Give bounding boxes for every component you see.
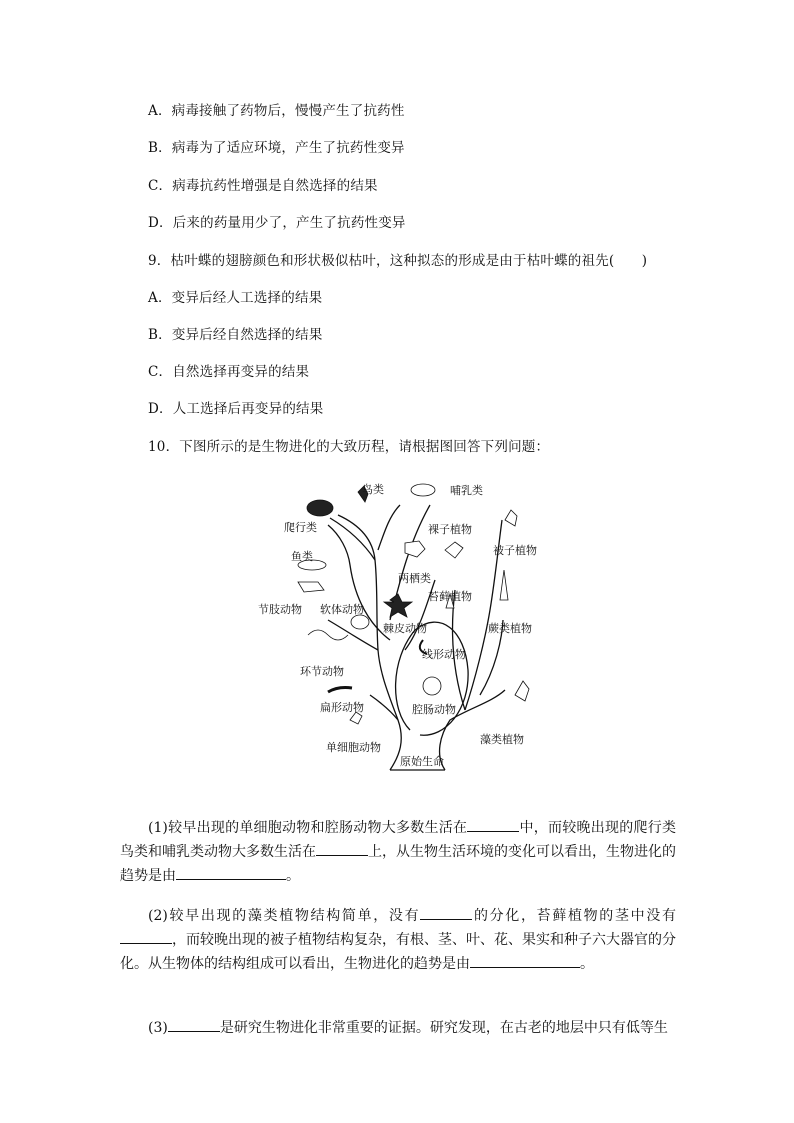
q9-option-b: B．变异后经自然选择的结果 <box>148 327 323 343</box>
label-fish: 鱼类 <box>291 550 313 563</box>
label-nematodes: 线形动物 <box>422 648 466 661</box>
label-birds: 鸟类 <box>362 483 384 496</box>
seaweed-icon <box>515 681 529 701</box>
snail-icon <box>351 615 369 629</box>
q10-sub3 <box>120 1016 676 1040</box>
flatworm-icon <box>328 688 352 693</box>
answer-blank[interactable] <box>316 841 368 856</box>
label-reptiles: 爬行类 <box>284 521 317 534</box>
label-annelids: 环节动物 <box>300 665 344 678</box>
earthworm-icon <box>308 630 348 640</box>
answer-blank[interactable] <box>176 865 286 880</box>
label-primitive-life: 原始生命 <box>400 755 444 768</box>
q10-sub3-text-2: 是研究生物进化非常重要的证据。研究发现，在古老的地层中只有低等生 <box>219 1020 668 1036</box>
label-amphibians: 两栖类 <box>398 572 431 585</box>
answer-blank[interactable] <box>168 1017 220 1032</box>
q10-sub2-text-2: 的分化，苔藓植物的茎中没有 <box>472 908 676 924</box>
q8-option-c: C．病毒抗药性增强是自然选择的结果 <box>148 178 378 194</box>
q8-option-a: A．病毒接触了药物后，慢慢产生了抗药性 <box>148 103 405 119</box>
trunk-right-outline <box>440 690 505 770</box>
coral-icon <box>423 677 441 695</box>
q10-sub1-text-4: 。 <box>286 868 300 884</box>
answer-blank[interactable] <box>120 929 172 944</box>
q10-sub1-text-1: (1)较早出现的单细胞动物和腔肠动物大多数生活在 <box>148 820 468 836</box>
q10-sub2-text-1: (2)较早出现的藻类植物结构简单，没有 <box>148 908 421 924</box>
branch-birds <box>378 505 400 550</box>
turtle-icon <box>307 500 333 516</box>
evolution-tree-diagram <box>240 470 560 780</box>
q10-sub2-text-4: 。 <box>580 956 594 972</box>
rabbit-icon <box>411 484 435 496</box>
label-arthropods: 节肢动物 <box>258 603 302 616</box>
pine-icon <box>445 542 463 558</box>
label-mammals: 哺乳类 <box>450 484 483 497</box>
flower-icon <box>505 510 517 526</box>
label-coelenterates: 腔肠动物 <box>412 703 456 716</box>
label-gymnosperms: 裸子植物 <box>428 523 472 536</box>
q9-stem: 9．枯叶蝶的翅膀颜色和形状极似枯叶，这种拟态的形成是由于枯叶蝶的祖先( ) <box>148 253 648 269</box>
label-angiosperms: 被子植物 <box>493 544 537 557</box>
q10-sub1-text-2: 中，而较晚出现的爬行类鸟类和哺乳类动物大多数生活在 <box>120 820 676 860</box>
label-mollusks: 软体动物 <box>320 603 364 616</box>
q9-option-a: A．变异后经人工选择的结果 <box>148 290 323 306</box>
label-echinoderms: 棘皮动物 <box>383 622 427 635</box>
q10-sub1-text-3: 上，从生物生活环境的变化可以看出，生物进化的趋势是由 <box>120 844 676 884</box>
label-algae: 藻类植物 <box>480 733 524 746</box>
q8-option-b: B．病毒为了适应环境，产生了抗药性变异 <box>148 140 405 156</box>
starfish-icon <box>384 594 412 617</box>
answer-blank[interactable] <box>420 905 472 920</box>
label-flatworms: 扁形动物 <box>320 701 364 714</box>
label-protozoa: 单细胞动物 <box>326 741 381 754</box>
grasshopper-icon <box>298 582 324 592</box>
label-ferns: 蕨类植物 <box>488 622 532 635</box>
q9-option-c: C．自然选择再变异的结果 <box>148 364 310 380</box>
answer-blank[interactable] <box>470 953 580 968</box>
q10-sub2-text-3: ，而较晚出现的被子植物结构复杂，有根、茎、叶、花、果实和种子六大器官的分化。从生物体的结构组成可以看出，生物进化的趋势是由 <box>120 932 676 972</box>
q8-option-d: D．后来的药量用少了，产生了抗药性变异 <box>148 215 406 231</box>
q9-option-d: D．人工选择后再变异的结果 <box>148 401 324 417</box>
fern-icon <box>500 570 508 600</box>
q10-stem: 10．下图所示的是生物进化的大致历程，请根据图回答下列问题： <box>148 439 550 455</box>
q10-sub2 <box>120 904 676 976</box>
label-mosses: 苔藓植物 <box>428 590 472 603</box>
q10-sub3-text-1: (3) <box>148 1020 168 1036</box>
answer-blank[interactable] <box>467 817 519 832</box>
q10-sub1 <box>120 816 676 888</box>
